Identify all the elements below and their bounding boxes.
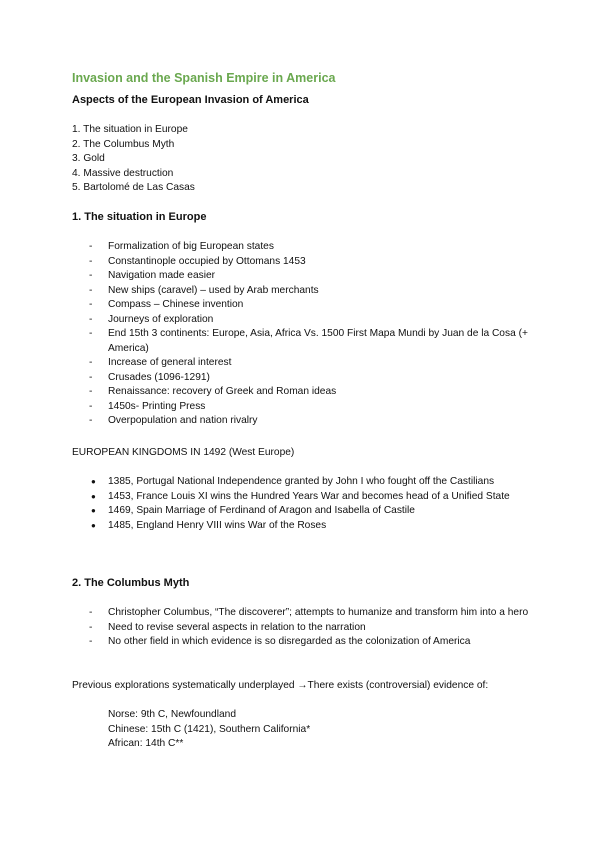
list-item: ● 1469, Spain Marriage of Ferdinand of Aragon and Isabella of Castile bbox=[89, 504, 527, 519]
section2-list bbox=[89, 606, 529, 650]
section-heading: 2. The Columbus Myth bbox=[72, 577, 190, 589]
dash-marker: - bbox=[89, 241, 93, 252]
list-item: - 1450s- Printing Press bbox=[89, 400, 529, 415]
list-item: - Crusades (1096-1291) bbox=[89, 371, 529, 386]
evidence-item: African: 14th C** bbox=[108, 738, 184, 749]
kingdoms-heading: EUROPEAN KINGDOMS IN 1492 (West Europe) bbox=[72, 447, 295, 458]
previous-explorations-text: Previous explorations systematically underplayed →There exists (controversial) evidence of: bbox=[72, 680, 489, 691]
kingdoms-list bbox=[89, 475, 527, 533]
list-item: - No other field in which evidence is so disregarded as the colonization of America bbox=[89, 635, 529, 650]
dash-marker: - bbox=[89, 270, 93, 281]
section1-list bbox=[89, 240, 529, 429]
dash-marker: - bbox=[89, 636, 93, 647]
toc-item: 2. The Columbus Myth bbox=[72, 138, 175, 150]
document-subtitle: Aspects of the European Invasion of America bbox=[72, 94, 309, 106]
list-item: ● 1485, England Henry VIII wins War of the Roses bbox=[89, 519, 527, 534]
dash-marker: - bbox=[89, 386, 93, 397]
dash-marker: - bbox=[89, 328, 93, 339]
toc-item: 1. The situation in Europe bbox=[72, 124, 188, 135]
dash-marker: - bbox=[89, 255, 93, 267]
dash-marker: - bbox=[89, 607, 93, 618]
list-item: - Need to revise several aspects in relation to the narration bbox=[89, 621, 529, 636]
list-item: - Overpopulation and nation rivalry bbox=[89, 414, 529, 429]
list-item: - Christopher Columbus, “The discoverer”; attempts to humanize and transform him into a hero bbox=[89, 606, 529, 621]
document-title: Invasion and the Spanish Empire in America bbox=[72, 71, 336, 85]
list-item: - Navigation made easier bbox=[89, 269, 529, 284]
list-item: - End 15th 3 continents: Europe, Asia, Africa Vs. 1500 First Mapa Mundi by Juan de la Cosa (+ America) bbox=[89, 328, 528, 354]
toc-item: 5. Bartolomé de Las Casas bbox=[72, 182, 195, 193]
dash-marker: - bbox=[89, 284, 93, 296]
dash-marker: - bbox=[89, 400, 93, 412]
list-item: - Compass – Chinese invention bbox=[89, 298, 529, 313]
table-of-contents bbox=[72, 123, 195, 196]
list-item: ● 1453, France Louis XI wins the Hundred Years War and becomes head of a Unified State bbox=[89, 490, 527, 505]
toc-item: 4. Massive destruction bbox=[72, 167, 174, 179]
list-item: - Renaissance: recovery of Greek and Roman ideas bbox=[89, 385, 529, 400]
list-item: - Journeys of exploration bbox=[89, 313, 529, 328]
toc-item: 3. Gold bbox=[72, 153, 105, 164]
list-item: - Formalization of big European states bbox=[89, 240, 529, 255]
list-item: - Constantinople occupied by Ottomans 1453 bbox=[89, 255, 529, 270]
bullet-marker: ● bbox=[91, 506, 96, 515]
evidence-list bbox=[108, 708, 310, 752]
dash-marker: - bbox=[89, 313, 93, 325]
bullet-marker: ● bbox=[91, 477, 96, 486]
bullet-marker: ● bbox=[91, 491, 96, 501]
evidence-item: Chinese: 15th C (1421), Southern California* bbox=[108, 723, 311, 735]
evidence-item: Norse: 9th C, Newfoundland bbox=[108, 709, 236, 720]
dash-marker: - bbox=[89, 357, 93, 368]
list-item: - Increase of general interest bbox=[89, 356, 529, 371]
dash-marker: - bbox=[89, 371, 93, 383]
dash-marker: - bbox=[89, 299, 93, 310]
list-item: - New ships (caravel) – used by Arab merchants bbox=[89, 284, 529, 299]
dash-marker: - bbox=[89, 415, 93, 426]
bullet-marker: ● bbox=[91, 520, 96, 530]
dash-marker: - bbox=[89, 621, 93, 633]
list-item: ● 1385, Portugal National Independence granted by John I who fought off the Castilians bbox=[89, 475, 527, 490]
section-heading: 1. The situation in Europe bbox=[72, 211, 207, 223]
